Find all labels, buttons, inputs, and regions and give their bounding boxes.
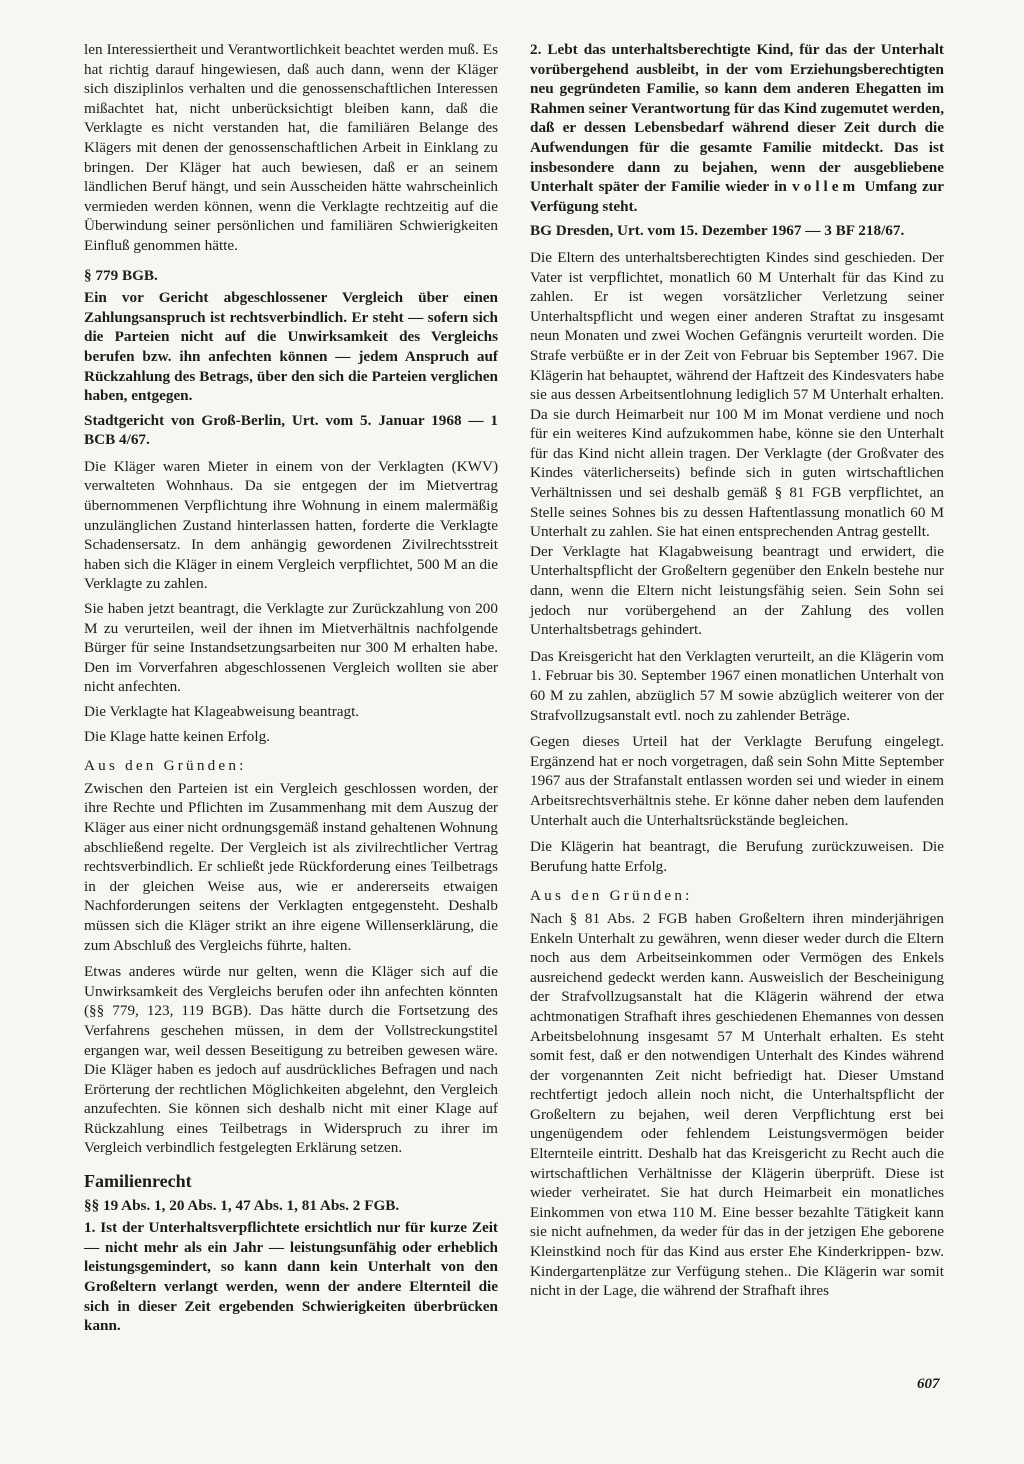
paragraph: Etwas anderes würde nur gelten, wenn die Kläger sich auf die Unwirksamkeit des Vergleichs berufen oder ihn anfechten könnten (§§ 779, 123, 119 BGB). Das hätte durch die Fortsetzung des Verfahrens geschehen müssen, in dem der Vollstreckungstitel ergangen war, weil dessen Beseitigung zu betreiben gewesen wäre. Die Kläger haben es jedoch auf ausdrückliches Befragen und nach Erörterung der rechtlichen Möglichkeiten abgelehnt, den Vergleich anzufechten. Sie können sich deshalb nicht mit einer Klage auf Rückzahlung eines Teilbetrags in Widerspruch zu ihrer im Vergleich verbindlich festgelegten Erklärung setzen.	[84, 963, 498, 1157]
section-heading: §§ 19 Abs. 1, 20 Abs. 1, 47 Abs. 1, 81 Abs. 2 FGB.	[84, 1196, 400, 1214]
headnote-text: 2. Lebt das unterhaltsberechtigte Kind, für das der Unterhalt vorübergehend ausbleibt, in der vom Erziehungsberechtigten neu gegründeten Familie, so kann dem anderen Ehegatten im Rahmen seiner Verantwortung für das Kind zugemutet werden, daß er dessen Lebensbedarf während dieser Zeit durch die Aufwendungen für die gesamte Familie mitdeckt. Das ist insbesondere dann zu bejahen, wenn der ausgebliebene Unterhalt später der Familie wieder in	[530, 41, 944, 196]
case-citation: BG Dresden, Urt. vom 15. Dezember 1967 — 3 BF 218/67.	[530, 222, 905, 240]
paragraph: Gegen dieses Urteil hat der Verklagte Berufung eingelegt. Ergänzend hat er noch vorgetragen, daß sein Sohn Mitte September 1967 aus der Strafanstalt entlassen worden sei und wieder in einem Arbeitsrechtsverhältnis stehe. Er könne daher neben dem laufenden Unterhalt auch die Unterhaltsrückstände begleichen.	[530, 733, 944, 829]
paragraph: Das Kreisgericht hat den Verklagten verurteilt, an die Klägerin vom 1. Februar bis 30. September 1967 einen monatlichen Unterhalt von 60 M zu zahlen, abzüglich 57 M sowie abzüglich weiterer von der Strafvollzugsanstalt evtl. noch zu zahlender Beträge.	[530, 647, 944, 724]
paragraph: Die Klage hatte keinen Erfolg.	[84, 727, 270, 745]
paragraph: Die Eltern des unterhaltsberechtigten Kindes sind geschieden. Der Vater ist verpflichtet, monatlich 60 M Unterhalt für das Kind zu zahlen. Er ist wegen vorsätzlicher Verletzung seiner Unterhaltspflicht und wegen einer anderen Straftat zu insgesamt neun Monaten und zwei Wochen Gefängnis verurteilt worden. Die Strafe verbüßte er in der Zeit von Februar bis September 1967. Die Klägerin hat behauptet, während der Haftzeit des Kindesvaters habe sie aus dessen Arbeitsentlohnung lediglich 57 M Unterhalt erhalten. Da sie durch Heimarbeit nur 100 M im Monat verdiene und noch für ein weiteres Kind aufzukommen habe, könne sie den Unterhalt für das Kind nicht allein tragen. Der Verklagte (der Großvater des Kindes väterlicherseits) befinde sich in guten wirtschaftlichen Verhältnissen und sei deshalb gemäß § 81 FGB verpflichtet, an Stelle seines Sohnes bis zu dessen Haftentlassung monatlich 60 M Unterhalt zu zahlen. Sie hat einen entsprechenden Antrag gestellt.	[530, 248, 944, 541]
case-citation: Stadtgericht von Groß-Berlin, Urt. vom 5. Januar 1968 — 1 BCB 4/67.	[84, 411, 498, 449]
grounds-heading: Aus den Gründen:	[530, 887, 693, 905]
grounds-heading: Aus den Gründen:	[84, 757, 247, 775]
paragraph: Nach § 81 Abs. 2 FGB haben Großeltern ihren minderjährigen Enkeln Unterhalt zu gewähren, wenn dieser weder durch die Eltern noch aus dem Arbeitseinkommen oder Vermögen des Enkels ausreichend gedeckt werden kann. Ausweislich der Bescheinigung der Strafvollzugsanstalt hat die Klägerin während der etwa achtmonatigen Strafhaft ihres geschiedenen Ehemannes von dessen Arbeitsbelohnung insgesamt 57 M Unterhalt erhalten. Es steht somit fest, daß er den notwendigen Unterhalt des Kindes während der vorgenannten Zeit nicht befriedigt hat. Dieser Umstand rechtfertigt jedoch allein noch nicht, die Unterhaltspflicht der Großeltern zu bejahen, weil deren Verpflichtung erst bei ungenügendem oder fehlendem Leistungsvermögen beider Elternteile eintritt. Deshalb hat das Kreisgericht zu Recht auch die wirtschaftlichen Verhältnisse der Klägerin überprüft. Diese ist wieder verheiratet. Sie hat durch Heimarbeit ein monatliches Einkommen von etwa 110 M. Eine besser bezahlte Tätigkeit kann sie nicht aufnehmen, da weder für das in der jetzigen Ehe geborene Kleinstkind noch für das Kind aus erster Ehe Kinderkrippen- bzw. Kindergartenplätze zur Verfügung stehen.. Die Klägerin war somit nicht in der Lage, die während der Strafhaft ihres	[530, 909, 944, 1300]
left-column	[84, 40, 498, 1336]
paragraph: Die Klägerin hat beantragt, die Berufung zurückzuweisen. Die Berufung hatte Erfolg.	[530, 838, 944, 875]
paragraph: Sie haben jetzt beantragt, die Verklagte zur Zurückzahlung von 200 M zu verurteilen, weil der ihnen im Mietverhältnis nachfolgende Bürger für seine Instandsetzungsarbeiten nur 300 M erhalten habe. Den im Vorverfahren abgeschlossenen Vergleich wollten sie aber nicht anfechten.	[84, 600, 498, 696]
page-number: 607	[917, 1376, 940, 1392]
chapter-heading: Familienrecht	[84, 1171, 192, 1192]
spaced-emphasis: vollem	[792, 178, 860, 196]
paragraph: Der Verklagte hat Klagabweisung beantragt und erwidert, die Unterhaltspflicht der Großeltern gegenüber den Enkeln bestehe nur dann, wenn die Eltern nicht leistungsfähig seien. Sein Sohn sei jedoch nur vorübergehend an der Zahlung des vollen Unterhaltsbetrags gehindert.	[530, 542, 944, 639]
headnote	[530, 40, 944, 216]
paragraph: Die Kläger waren Mieter in einem von der Verklagten (KWV) verwalteten Wohnhaus. Da sie entgegen der im Mietvertrag übernommenen Verpflichtung ihre Wohnung in einem malermäßig unzulänglichen Zustand hinterlassen hatten, forderte die Verklagte Schadensersatz. In dem anhängig gewordenen Zivilrechtsstreit haben sich die Kläger in einem Vergleich verpflichtet, 500 M an die Verklagte zu zahlen.	[84, 457, 498, 593]
right-column	[530, 40, 944, 1301]
section-heading: § 779 BGB.	[84, 266, 158, 284]
paragraph: Die Verklagte hat Klageabweisung beantragt.	[84, 703, 360, 720]
paragraph: Zwischen den Parteien ist ein Vergleich geschlossen worden, der ihre Rechte und Pflichten im Zusammenhang mit dem Auszug der Kläger aus einer nicht ordnungsgemäß instand gehaltenen Wohnung abschließend regelte. Der Vergleich ist als zivilrechtlicher Vertrag rechtsverbindlich. Er schließt jede Rückforderung eines Teilbetrags in der gleichen Weise aus, wie er andererseits etwaigen Nachforderungen seitens der Verklagten entgegensteht. Deshalb müssen sich die Kläger strikt an ihre eigene Willenserklärung, die zum Abschluß des Vergleichs führte, halten.	[84, 779, 498, 954]
headnote-text: Umfang zur Verfügung steht.	[530, 178, 945, 215]
paragraph: len Interessiertheit und Verantwortlichkeit beachtet werden muß. Es hat richtig darauf hingewiesen, daß auch dann, wenn der Kläger sich disziplinlos verhalten und die genossenschaftlichen Interessen mißachtet hat, nicht unberücksichtigt bleiben kann, daß die Verklagte es nicht verstanden hat, die familiären Belange des Klägers mit denen der genossenschaftlichen Arbeit in Einklang zu bringen. Der Kläger hat auch bewiesen, daß er an seinem ländlichen Beruf hängt, und sein Ausscheiden hätte wahrscheinlich vermieden werden können, wenn die Verklagte rechtzeitig auf die Überwindung seiner persönlichen und familiären Schwierigkeiten Einfluß genommen hätte.	[84, 41, 498, 254]
headnote: 1. Ist der Unterhaltsverpflichtete ersichtlich nur für kurze Zeit — nicht mehr als ein Jahr — leistungsunfähig oder erheblich leistungsgemindert, so kann dann kein Unterhalt von den Großeltern verlangt werden, wenn der andere Elternteil die sich in dieser Zeit ergebenden Schwierigkeiten überbrücken kann.	[84, 1219, 498, 1335]
headnote: Ein vor Gericht abgeschlossener Vergleich über einen Zahlungsanspruch ist rechtsverbindlich. Er steht — sofern sich die Parteien nicht auf die Unwirksamkeit des Vergleichs berufen bzw. ihn anfechten können — jedem Anspruch auf Rückzahlung des Betrags, über den sich die Parteien verglichen haben, entgegen.	[84, 289, 498, 405]
